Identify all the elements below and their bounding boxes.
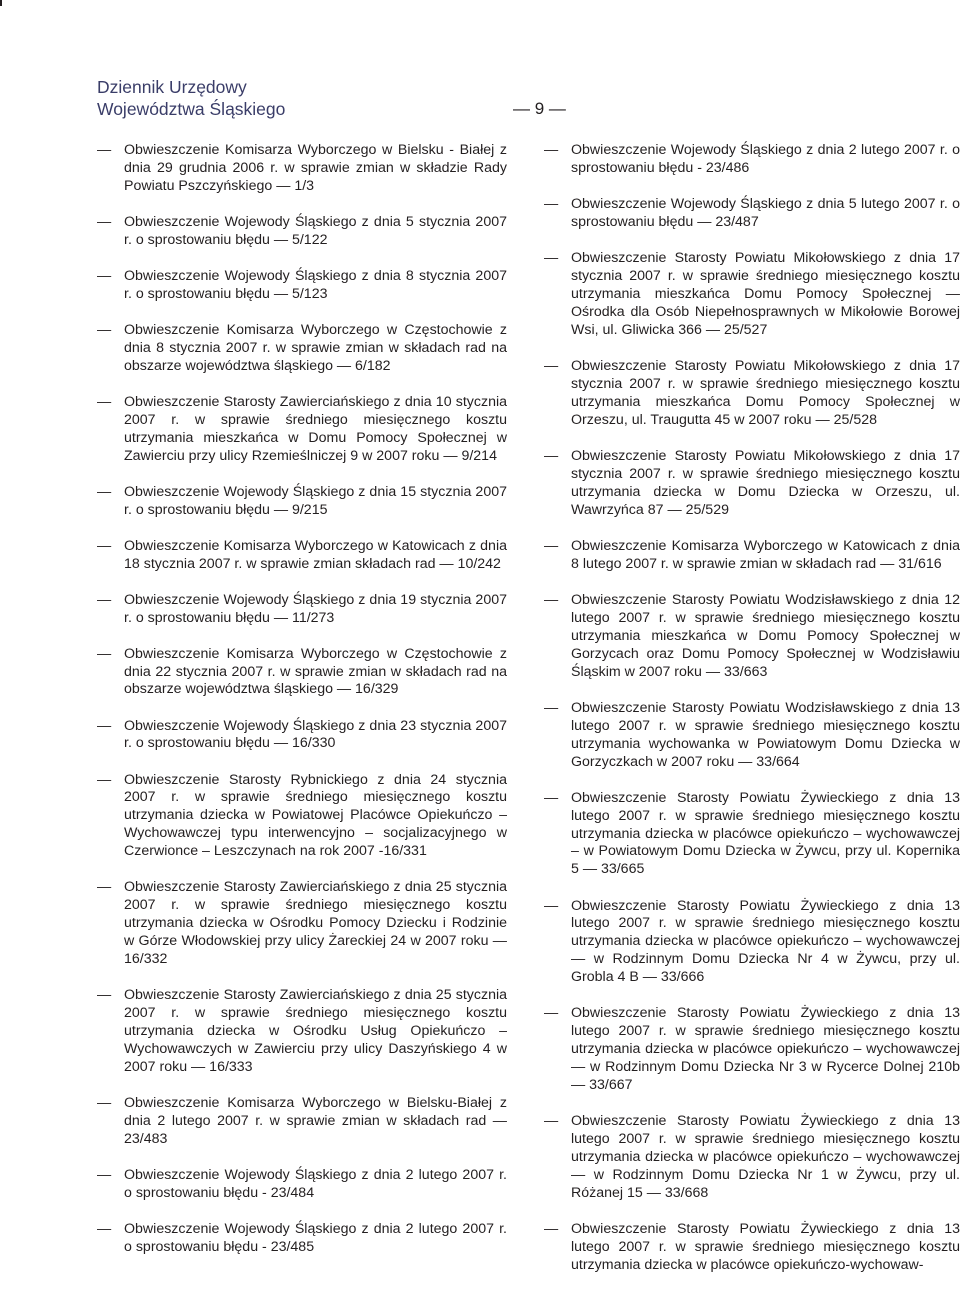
- list-item: — Obwieszczenie Starosty Powiatu Mikołowskiego z dnia 17 stycznia 2007 r. w sprawie średniego miesięcznego kosztu utrzymania dziecka w Domu Dziecka w Orzeszu, ul. Wawrzyńca 87 — 25/529: [544, 448, 960, 520]
- crop-mark: [0, 0, 2, 6]
- list-item: — Obwieszczenie Starosty Powiatu Żywieckiego z dnia 13 lutego 2007 r. w sprawie średniego miesięcznego kosztu utrzymania dziecka w placówce opiekuńczo – wychowawczej – w Powiatowym Domu Dziecka w Żywcu, przy ul. Kopernika 5 — 33/665: [544, 790, 960, 880]
- list-item: — Obwieszczenie Komisarza Wyborczego w Katowicach z dnia 8 lutego 2007 r. w sprawie zmian w składach rad — 31/616: [544, 538, 960, 574]
- right-column: [544, 142, 960, 1293]
- list-item: — Obwieszczenie Wojewody Śląskiego z dnia 15 stycznia 2007 r. o sprostowaniu błędu — 9/215: [97, 484, 507, 520]
- list-item: — Obwieszczenie Wojewody Śląskiego z dnia 23 stycznia 2007 r. o sprostowaniu błędu — 16/330: [97, 718, 507, 754]
- publication-title: Dziennik Urzędowy: [97, 77, 247, 97]
- list-item: — Obwieszczenie Wojewody Śląskiego z dnia 2 lutego 2007 r. o sprostowaniu błędu - 23/486: [544, 142, 960, 178]
- list-item: — Obwieszczenie Wojewody Śląskiego z dnia 5 stycznia 2007 r. o sprostowaniu błędu — 5/122: [97, 214, 507, 250]
- list-item: — Obwieszczenie Wojewody Śląskiego z dnia 2 lutego 2007 r. o sprostowaniu błędu - 23/484: [97, 1167, 507, 1203]
- list-item: — Obwieszczenie Wojewody Śląskiego z dnia 5 lutego 2007 r. o sprostowaniu błędu — 23/487: [544, 196, 960, 232]
- left-column: [97, 142, 507, 1275]
- publication-region: Województwa Śląskiego: [97, 99, 286, 119]
- list-item: — Obwieszczenie Starosty Powiatu Mikołowskiego z dnia 17 stycznia 2007 r. w sprawie średniego miesięcznego kosztu utrzymania mieszkańca Domu Pomocy Społecznej w Orzeszu, ul. Traugutta 45 w 2007 roku — 25/528: [544, 358, 960, 430]
- list-item: — Obwieszczenie Starosty Powiatu Żywieckiego z dnia 13 lutego 2007 r. w sprawie średniego miesięcznego kosztu utrzymania dziecka w placówce opiekuńczo – wychowawczej — w Rodzinnym Domu Dziecka Nr 4 w Żywcu, przy ul. Grobla 4 B — 33/666: [544, 898, 960, 988]
- list-item: — Obwieszczenie Starosty Rybnickiego z dnia 24 stycznia 2007 r. w sprawie średniego miesięcznego kosztu utrzymania dziecka w Powiatowej Placówce Opiekuńczo – Wychowawczej typu interwencyjno – socjalizacyjnego w Czerwionce – Leszczynach na rok 2007 -16/331: [97, 772, 507, 862]
- list-item: — Obwieszczenie Wojewody Śląskiego z dnia 8 stycznia 2007 r. o sprostowaniu błędu — 5/123: [97, 268, 507, 304]
- list-item: — Obwieszczenie Starosty Powiatu Żywieckiego z dnia 13 lutego 2007 r. w sprawie średniego miesięcznego kosztu utrzymania dziecka w placówce opiekuńczo – wychowawczej — w Rodzinnym Domu Dziecka Nr 1 w Żywcu, przy ul. Różanej 15 — 33/668: [544, 1113, 960, 1203]
- list-item: — Obwieszczenie Starosty Powiatu Wodzisławskiego z dnia 12 lutego 2007 r. w sprawie średniego miesięcznego kosztu utrzymania mieszkańca w Domu Pomocy Społecznej w Gorzycach oraz Domu Pomocy Społecznej w Wodzisławiu Śląskim w 2007 roku — 33/663: [544, 592, 960, 682]
- list-item: — Obwieszczenie Starosty Powiatu Wodzisławskiego z dnia 13 lutego 2007 r. w sprawie średniego miesięcznego kosztu utrzymania wychowanka w Powiatowym Domu Dziecka w Gorzyczkach w 2007 roku — 33/664: [544, 700, 960, 772]
- page-header: [97, 76, 857, 120]
- list-item: — Obwieszczenie Starosty Zawierciańskiego z dnia 10 stycznia 2007 r. w sprawie średniego miesięcznego kosztu utrzymania mieszkańca w Domu Pomocy Społecznej w Zawierciu przy ulicy Rzemieślniczej 9 w 2007 roku — 9/214: [97, 394, 507, 466]
- list-item: — Obwieszczenie Starosty Powiatu Mikołowskiego z dnia 17 stycznia 2007 r. w sprawie średniego miesięcznego kosztu utrzymania mieszkańca Domu Pomocy Społecznej — Ośrodka dla Osób Niepełnosprawnych w Mikołowie Borowej Wsi, ul. Gliwicka 366 — 25/527: [544, 250, 960, 340]
- list-item: — Obwieszczenie Komisarza Wyborczego w Częstochowie z dnia 22 stycznia 2007 r. w sprawie zmian w składach rad na obszarze województwa śląskiego — 16/329: [97, 646, 507, 700]
- list-item: — Obwieszczenie Starosty Powiatu Żywieckiego z dnia 13 lutego 2007 r. w sprawie średniego miesięcznego kosztu utrzymania dziecka w placówce opiekuńczo – wychowawczej — w Rodzinnym Domu Dziecka Nr 3 w Rycerce Dolnej 210b — 33/667: [544, 1005, 960, 1095]
- list-item: — Obwieszczenie Wojewody Śląskiego z dnia 2 lutego 2007 r. o sprostowaniu błędu - 23/485: [97, 1221, 507, 1257]
- list-item: — Obwieszczenie Starosty Zawierciańskiego z dnia 25 stycznia 2007 r. w sprawie średniego miesięcznego kosztu utrzymania dziecka w Ośrodku Pomocy Dziecku i Rodzinie w Górze Włodowskiej przy ulicy Żareckiej 24 w 2007 roku — 16/332: [97, 879, 507, 969]
- list-item: — Obwieszczenie Komisarza Wyborczego w Katowicach z dnia 18 stycznia 2007 r. w sprawie zmian składach rad — 10/242: [97, 538, 507, 574]
- page-number: — 9 —: [513, 99, 566, 118]
- list-item: — Obwieszczenie Wojewody Śląskiego z dnia 19 stycznia 2007 r. o sprostowaniu błędu — 11/273: [97, 592, 507, 628]
- list-item: — Obwieszczenie Starosty Powiatu Żywieckiego z dnia 13 lutego 2007 r. w sprawie średniego miesięcznego kosztu utrzymania dziecka w placówce opiekuńczo-wychowaw-: [544, 1221, 960, 1275]
- list-item: — Obwieszczenie Komisarza Wyborczego w Częstochowie z dnia 8 stycznia 2007 r. w sprawie zmian w składach rad na obszarze województwa śląskiego — 6/182: [97, 322, 507, 376]
- list-item: — Obwieszczenie Komisarza Wyborczego w Bielsku - Białej z dnia 29 grudnia 2006 r. w sprawie zmian w składzie Rady Powiatu Pszczyńskiego — 1/3: [97, 142, 507, 196]
- list-item: — Obwieszczenie Komisarza Wyborczego w Bielsku-Białej z dnia 2 lutego 2007 r. w sprawie zmian w składach rad — 23/483: [97, 1095, 507, 1149]
- list-item: — Obwieszczenie Starosty Zawierciańskiego z dnia 25 stycznia 2007 r. w sprawie średniego miesięcznego kosztu utrzymania dziecka w Ośrodku Usług Opiekuńczo – Wychowawczych w Zawierciu przy ulicy Daszyńskiego 4 w 2007 roku — 16/333: [97, 987, 507, 1077]
